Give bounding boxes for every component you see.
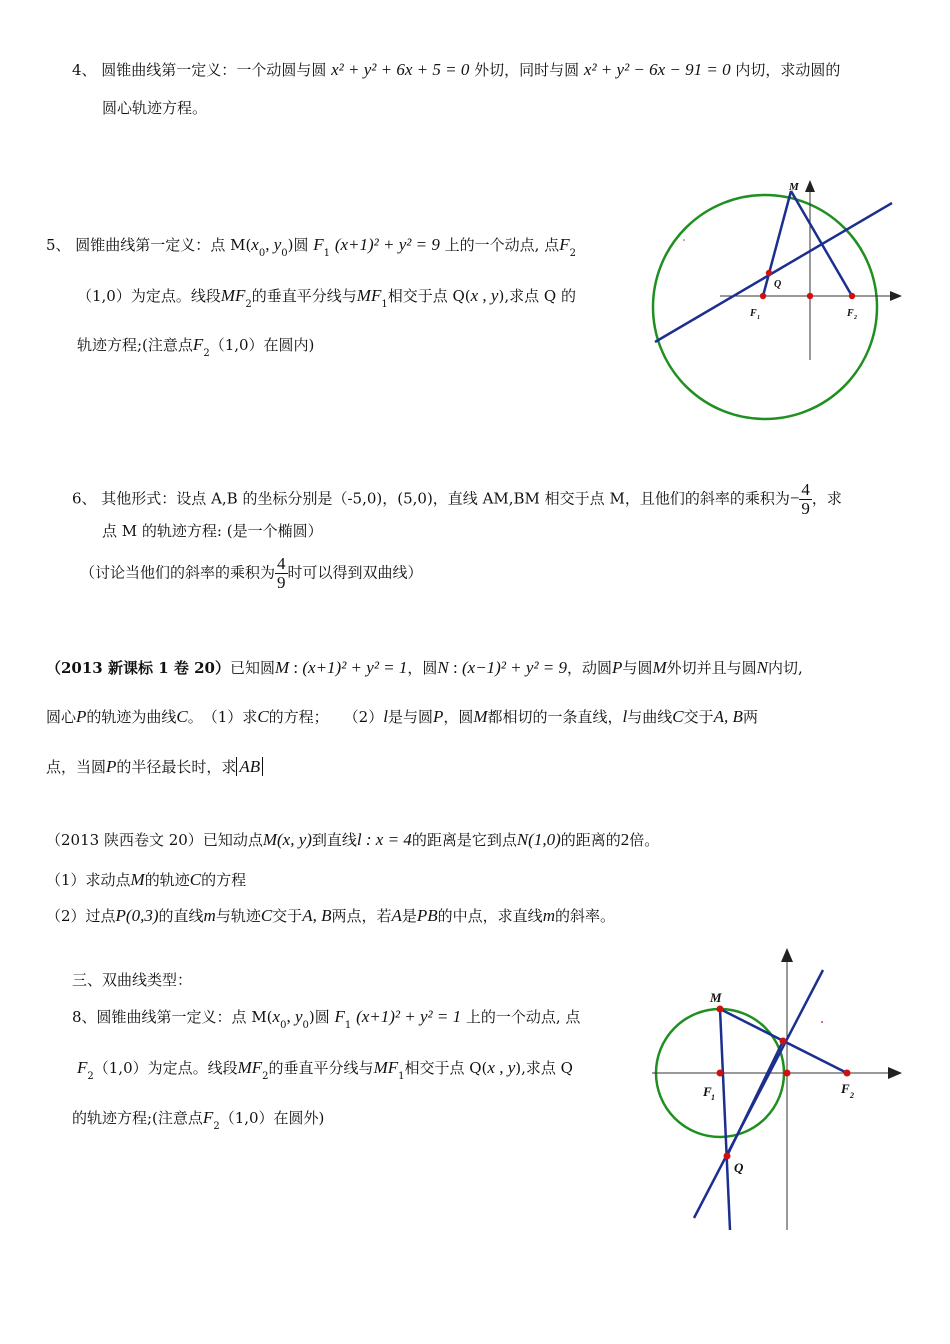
p5-MF1: MF	[356, 286, 382, 305]
dot-mark	[821, 1021, 823, 1023]
label-M: M	[789, 181, 799, 193]
p4-text-a: 4、 圆锥曲线第一定义：一个动圆与圆	[72, 61, 327, 79]
p5-F2-note-sub: 2	[203, 348, 210, 359]
p2013a-P2: P	[76, 707, 87, 726]
p2013b-q2f: 是	[401, 907, 417, 925]
p8-text-b: )圆	[308, 1008, 330, 1026]
p8-text-e: 的垂直平分线与	[268, 1059, 374, 1077]
label-F1: F	[703, 1084, 712, 1099]
p8-xy: x , y	[487, 1058, 516, 1077]
p2013b-C2: C	[260, 906, 273, 925]
problem-6-line-2: 点 M 的轨迹方程: (是一个椭圆）	[102, 522, 323, 540]
dot-mark	[683, 239, 685, 241]
p2013b-q2d: 交于	[272, 907, 303, 925]
p8-F2: F	[77, 1058, 88, 1077]
label-F2: F	[847, 308, 854, 319]
y-axis-arrow-icon	[805, 180, 815, 192]
p2013b-m2: m	[542, 906, 555, 925]
p5-F2: F	[559, 235, 570, 254]
p5-text-h: 轨迹方程;(注意点	[77, 336, 193, 354]
p2013a-P3: P	[432, 707, 444, 726]
p2013b-AB: A, B	[302, 906, 332, 925]
p2013b-q2g: 的中点，求直线	[437, 907, 543, 925]
point-P	[780, 1038, 787, 1045]
p2013a-eqM: (x+1)² + y² = 1	[302, 658, 408, 677]
p5-MF2-sub: 2	[245, 299, 252, 310]
p2013b-PB: PB	[416, 906, 438, 925]
point-F2	[844, 1070, 851, 1077]
p2013a-N2: N	[756, 658, 768, 677]
p2013a-colon: :	[289, 658, 303, 677]
problem-2013a-line-3	[46, 756, 263, 778]
p5-F2-note: F	[192, 335, 204, 354]
p2013a-absAB: AB	[236, 757, 263, 776]
p4-equation-1: x² + y² + 6x + 5 = 0	[331, 60, 470, 79]
p8-MF1: MF	[373, 1058, 399, 1077]
p5-xy: x , y	[470, 286, 499, 305]
p2013b-t3: 的距离是它到点	[411, 831, 517, 849]
x-axis-arrow-icon	[890, 291, 902, 301]
label-F1-sub: 1	[757, 315, 760, 321]
p8-F2-note-sub: 2	[213, 1121, 220, 1132]
p8-MF1-sub: 1	[398, 1071, 405, 1082]
p2013b-A: A	[391, 906, 402, 925]
p2013a-l2j: 两	[742, 708, 758, 726]
p8-text-g: ),求点 Q	[515, 1059, 573, 1077]
p5-text-g: ),求点 Q 的	[498, 287, 576, 305]
p6-minus: −	[789, 488, 800, 508]
p2013a-eqN: (x−1)² + y² = 9	[462, 658, 568, 677]
p8-x0: x	[272, 1007, 281, 1026]
figure-ellipse-construction	[640, 170, 910, 440]
p5-sub0: 0	[258, 248, 266, 259]
p2013b-M: M	[130, 870, 145, 889]
figure-hyperbola-construction	[650, 940, 910, 1240]
p2013b-two: 2	[620, 830, 630, 849]
p2013a-l: l	[383, 707, 388, 726]
p2013a-C2: C	[257, 707, 269, 726]
p2013b-source: （2013 陕西卷文 20）	[46, 831, 203, 849]
problem-5-line-2	[77, 285, 576, 316]
p5-text-a: 5、 圆锥曲线第一定义：点 M(	[46, 236, 252, 254]
problem-8-line-1	[72, 1006, 580, 1037]
p2013b-q2c: 与轨迹	[215, 907, 261, 925]
p2013b-q1b: 的轨迹	[144, 871, 190, 889]
p5-x0: x	[251, 235, 259, 254]
label-M: M	[710, 990, 722, 1005]
problem-5-line-3	[77, 334, 314, 365]
p5-sub0b: 0	[281, 248, 288, 259]
p2013a-M: M	[274, 658, 290, 677]
p2013b-line: l : x = 4	[356, 830, 412, 849]
p2013a-l2c: 。 （1）求	[187, 708, 258, 726]
point-origin	[784, 1070, 791, 1077]
p2013a-t2: ，圆	[407, 659, 438, 677]
p2013a-t6: 内切,	[767, 659, 803, 677]
point-F2	[849, 293, 855, 299]
x-axis-arrow-icon	[888, 1067, 902, 1079]
problem-2013b-q1	[46, 869, 246, 891]
p2013b-t4: 的距离的	[560, 831, 621, 849]
p4-text-b: 外切，同时与圆	[474, 61, 580, 79]
p2013a-source: （2013 新课标 1 卷 20）	[46, 659, 230, 677]
p6-text-d: 时可以得到双曲线）	[287, 563, 423, 582]
p2013a-l2d: 的方程； （2）	[268, 708, 384, 726]
label-Q: Q	[734, 1160, 744, 1175]
p2013a-l2: l	[622, 707, 628, 726]
p2013b-m: m	[203, 906, 216, 925]
p2013a-N: N	[437, 658, 449, 677]
p2013b-Mxy: M(x, y)	[262, 830, 312, 849]
p2013a-P: P	[612, 658, 623, 677]
line-QP	[727, 1041, 783, 1156]
p2013b-q2b: 的直线	[158, 907, 204, 925]
line-MF1-extended	[720, 1009, 730, 1230]
p6-fraction-neg	[799, 481, 812, 518]
p2013a-l2h: 与曲线	[627, 708, 673, 726]
p5-text-d: （1,0）为定点。线段	[77, 287, 221, 305]
p5-text-c: 上的一个动点, 点	[444, 236, 560, 254]
problem-5-line-1	[46, 234, 576, 265]
problem-6-line-1	[72, 481, 842, 518]
p5-F1-sub: 1	[323, 248, 331, 259]
p8-text-d: （1,0）为定点。线段	[93, 1059, 238, 1077]
p6-text-c: （讨论当他们的斜率的乘积为	[80, 563, 276, 582]
p2013b-q2h: 的斜率。	[554, 907, 615, 925]
label-F1: F	[750, 308, 757, 319]
p8-text-f: 相交于点 Q(	[404, 1059, 488, 1077]
problem-8-line-3	[72, 1107, 324, 1138]
p2013a-l2i: 交于	[683, 708, 714, 726]
p2013b-C: C	[189, 870, 202, 889]
p2013a-P4: P	[106, 757, 117, 776]
p6-den: 9	[801, 499, 810, 518]
p4-text-c: 内切，求动圆的	[735, 61, 841, 79]
p5-comma: ,	[265, 235, 274, 254]
p2013a-l3a: 点，当圆	[46, 758, 107, 776]
label-F2-sub: 2	[854, 315, 857, 321]
p2013b-t1: 已知动点	[202, 831, 263, 849]
p5-text-i: （1,0）在圆内)	[209, 336, 315, 354]
point-F1	[717, 1070, 724, 1077]
label-F2-sub: 2	[850, 1091, 854, 1100]
p2013b-N: N(1,0)	[516, 830, 561, 849]
p2013a-M3: M	[473, 707, 488, 726]
p2013a-C: C	[176, 707, 188, 726]
point-M	[717, 1006, 724, 1013]
p2013b-t2: 到直线	[311, 831, 357, 849]
p8-y0: y	[294, 1007, 303, 1026]
p2013a-l2f: ，圆	[443, 708, 474, 726]
p2013a-AB: A, B	[713, 707, 743, 726]
p5-equation: (x+1)² + y² = 9	[334, 235, 440, 254]
p2013b-t5: 倍。	[629, 831, 660, 849]
point-origin	[807, 293, 813, 299]
p8-F2-sub: 2	[87, 1071, 94, 1082]
p6-num-2: 4	[277, 554, 286, 573]
label-F1-sub: 1	[711, 1093, 715, 1102]
segment-MF2	[791, 191, 852, 296]
p2013a-M2: M	[652, 658, 667, 677]
p2013a-t3: ，动圆	[567, 659, 613, 677]
p8-comma: ,	[286, 1007, 295, 1026]
point-Q	[766, 270, 772, 276]
p2013a-l3b: 的半径最长时，求	[116, 758, 237, 776]
p5-text-f: 相交于点 Q(	[387, 287, 471, 305]
p2013b-P: P(0,3)	[115, 906, 159, 925]
p2013a-t1: 已知圆	[229, 659, 275, 677]
p8-F1: F	[334, 1007, 345, 1026]
p8-MF2-sub: 2	[262, 1071, 269, 1082]
p6-text-a: 6、 其他形式：设点 A,B 的坐标分别是（-5,0)，(5,0)，直线 AM,BM 相交于点 M，且他们的斜率的乘积为	[72, 489, 790, 508]
p5-F2-sub: 2	[569, 248, 576, 259]
problem-2013b-q2	[46, 905, 615, 927]
problem-4-line-2: 圆心轨迹方程。	[102, 99, 208, 117]
problem-2013a-line-2	[46, 706, 758, 728]
p8-F1-sub: 1	[344, 1020, 352, 1031]
p2013a-l2e: 是与圆	[387, 708, 433, 726]
p8-MF2: MF	[237, 1058, 263, 1077]
point-F1	[760, 293, 766, 299]
section-3-title: 三、双曲线类型：	[72, 971, 193, 989]
p2013b-q2e: 两点，若	[331, 907, 392, 925]
p8-equation: (x+1)² + y² = 1	[356, 1007, 462, 1026]
circle	[653, 195, 877, 419]
p5-MF1-sub: 1	[381, 299, 388, 310]
p4-equation-2: x² + y² − 6x − 91 = 0	[583, 60, 731, 79]
problem-2013a-line-1	[46, 657, 803, 679]
p5-y0: y	[273, 235, 282, 254]
p6-text-b: ，求	[811, 489, 842, 508]
p8-text-h: 的轨迹方程;(注意点	[72, 1109, 203, 1127]
p2013a-l2g: 都相切的一条直线，	[487, 708, 623, 726]
p2013b-q1c: 的方程	[201, 871, 247, 889]
p2013a-t5: 外切并且与圆	[666, 659, 757, 677]
p2013a-l2b: 的轨迹为曲线	[86, 708, 177, 726]
p5-text-b: )圆	[287, 236, 309, 254]
p8-sub0b: 0	[302, 1020, 309, 1031]
p8-text-a: 8、圆锥曲线第一定义：点 M(	[72, 1008, 273, 1026]
label-F2: F	[841, 1081, 850, 1096]
p2013b-q2a: （2）过点	[46, 907, 116, 925]
p8-text-i: （1,0）在圆外)	[219, 1109, 325, 1127]
p2013a-colon2: :	[448, 658, 462, 677]
p5-F1: F	[313, 235, 324, 254]
p8-sub0: 0	[280, 1020, 287, 1031]
problem-2013b-line-1	[46, 829, 659, 851]
p5-MF2: MF	[220, 286, 246, 305]
p8-text-c: 上的一个动点, 点	[465, 1008, 581, 1026]
y-axis-arrow-icon	[781, 948, 793, 962]
p2013a-C3: C	[672, 707, 684, 726]
p6-den-2: 9	[277, 573, 286, 592]
p6-num: 4	[801, 480, 810, 499]
p6-fraction-pos	[275, 555, 288, 592]
p2013b-q1a: （1）求动点	[46, 871, 131, 889]
p5-text-e: 的垂直平分线与	[251, 287, 357, 305]
p2013a-t4: 与圆	[622, 659, 653, 677]
problem-6-line-3	[80, 555, 423, 592]
point-Q	[724, 1153, 731, 1160]
p2013a-l2a: 圆心	[46, 708, 77, 726]
label-Q: Q	[774, 279, 782, 290]
problem-4-line-1	[72, 59, 840, 81]
problem-8-line-2	[77, 1057, 573, 1088]
p8-F2-note: F	[202, 1108, 214, 1127]
